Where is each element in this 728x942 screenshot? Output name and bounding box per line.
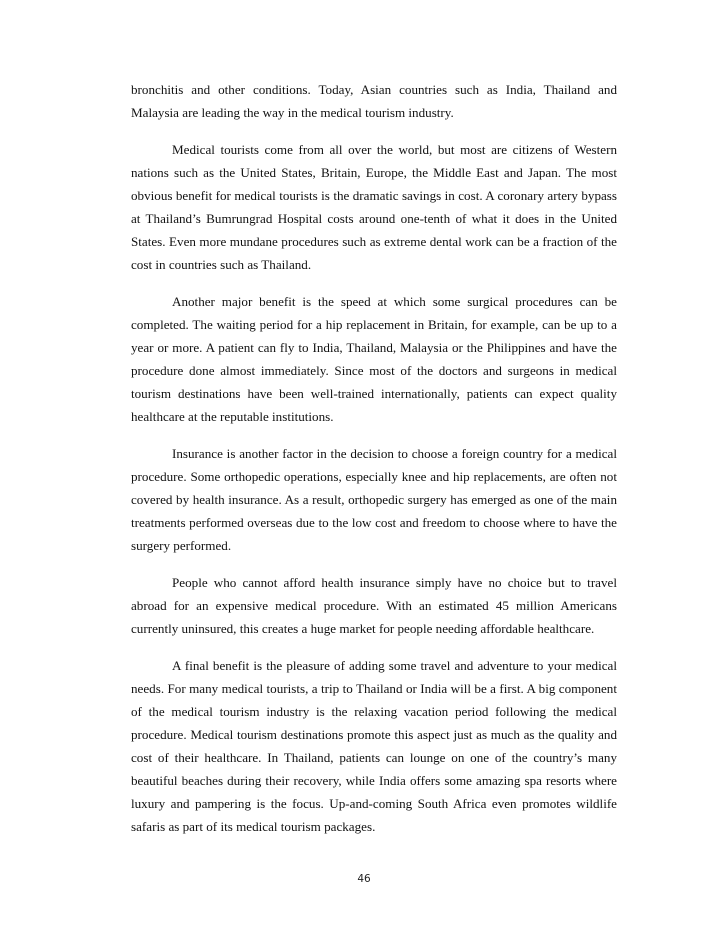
paragraph-uninsured-market: People who cannot afford health insurance simply have no choice but to travel abroad for an expensive medical procedure. With an estimated 45 million Americans currently uninsured, this creates a huge market for people needing affordable healthcare. bbox=[131, 575, 617, 636]
paragraph-speed-benefit: Another major benefit is the speed at which some surgical procedures can be completed. The waiting period for a hip replacement in Britain, for example, can be up to a year or more. A patient can fly to India, Thailand, Malaysia or the Philippines and have the procedure done almost immediately. Since most of the doctors and surgeons in medical tourism destinations have been well-trained internationally, patients can expect quality healthcare at the reputable institutions. bbox=[131, 294, 617, 424]
paragraph-medical-tourists-origin: Medical tourists come from all over the world, but most are citizens of Western nations such as the United States, Britain, Europe, the Middle East and Japan. The most obvious benefit for medical tourists is the dramatic savings in cost. A coronary artery bypass at Thailand’s Bumrungrad Hospital costs around one-tenth of what it does in the United States. Even more mundane procedures such as extreme dental work can be a fraction of the cost in countries such as Thailand. bbox=[131, 142, 617, 272]
paragraph-insurance-factor: Insurance is another factor in the decision to choose a foreign country for a medical procedure. Some orthopedic operations, especially knee and hip replacements, are often not covered by health insurance. As a result, orthopedic surgery has emerged as one of the main treatments performed overseas due to the low cost and freedom to choose where to have the surgery performed. bbox=[131, 446, 617, 553]
paragraph-continuation: bronchitis and other conditions. Today, Asian countries such as India, Thailand and Malaysia are leading the way in the medical tourism industry. bbox=[131, 82, 617, 120]
paragraph-travel-adventure: A final benefit is the pleasure of adding some travel and adventure to your medical needs. For many medical tourists, a trip to Thailand or India will be a first. A big component of the medical tourism industry is the relaxing vacation period following the medical procedure. Medical tourism destinations promote this aspect just as much as the quality and cost of their healthcare. In Thailand, patients can lounge on one of the country’s many beautiful beaches during their recovery, while India offers some amazing spa resorts where luxury and pampering is the focus. Up-and-coming South Africa even promotes wildlife safaris as part of its medical tourism packages. bbox=[131, 658, 617, 834]
page-number: 46 bbox=[357, 873, 371, 885]
body-text bbox=[131, 78, 617, 852]
